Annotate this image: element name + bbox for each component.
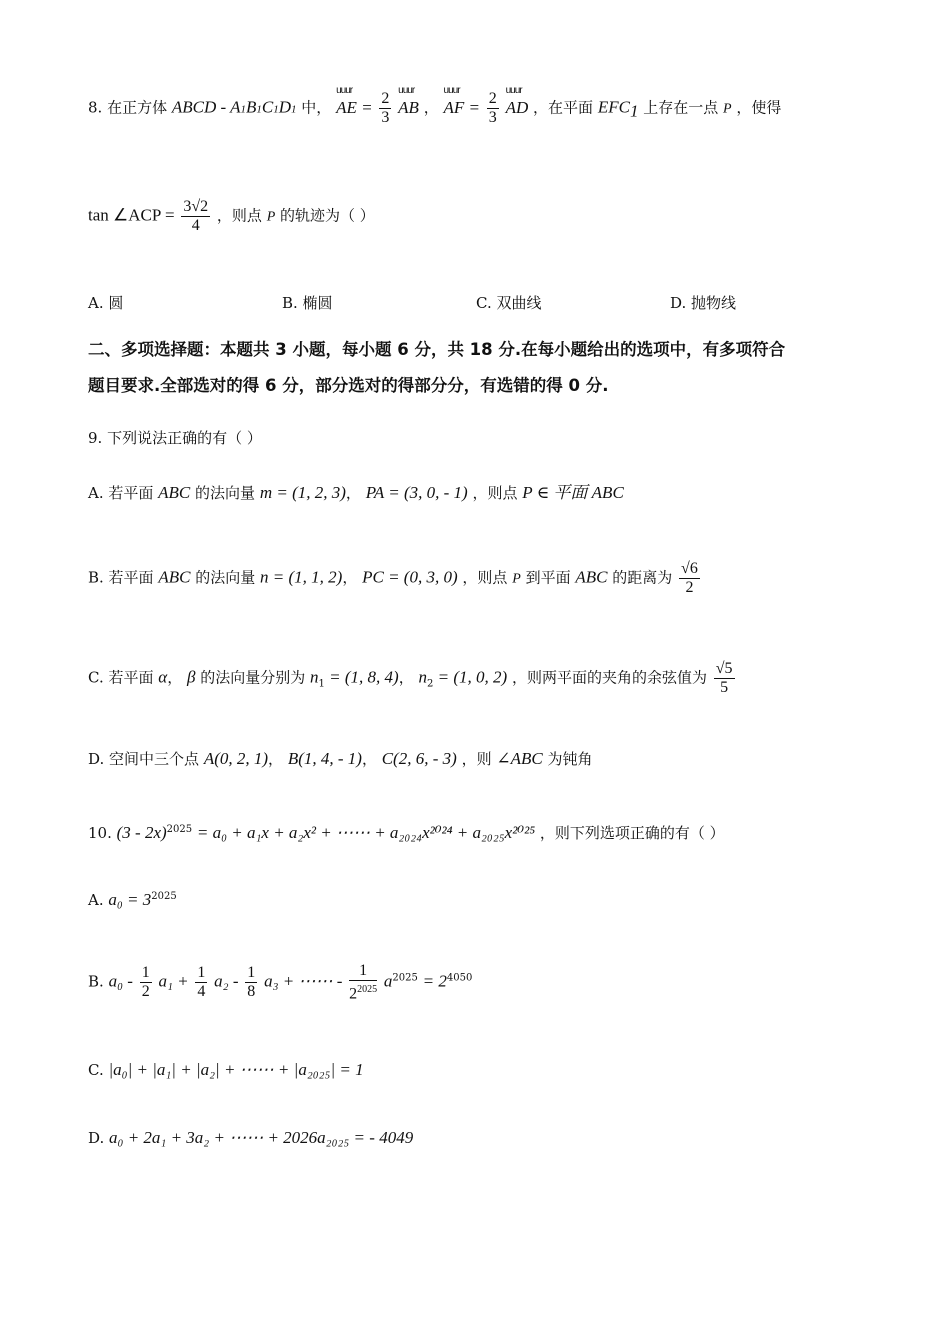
q8-ad: uuur AD: [506, 98, 529, 118]
q8-tan-frac: $\frac{3√2}{4}$: [183, 198, 209, 234]
q8-mid: 中，: [301, 98, 332, 117]
q10-stem: 10. (3 - 2x)$^{2025}$ = a₀ + a₁x + a₂x² + ⋯⋯ + a₂₀₂₄x²⁰²⁴ + a₂₀₂₅x²⁰²⁵ ，则下列选项正确的有（ ）: [88, 823, 725, 842]
q9-option-b: B. 若平面 ABC 的法向量 n = (1, 1, 2)， PC = (0, 3, 0) ，则点 P 到平面 ABC 的距离为 $\frac{√6}{2}$: [88, 560, 698, 596]
q8-ae: uuur AE =: [336, 98, 373, 118]
q8-option-c: C. 双曲线: [476, 294, 542, 312]
q9-stem: 9. 下列说法正确的有（ ）: [88, 429, 262, 447]
q8-option-a: A. 圆: [88, 294, 124, 312]
q8-frac2: $\frac{2}{3}$: [488, 90, 497, 126]
q8-prefix: 8. 在正方体: [88, 98, 168, 117]
q8-point: P: [723, 101, 732, 117]
q8-ab: uuur AB: [398, 98, 419, 118]
q9-option-c: C. 若平面 α， β 的法向量分别为 $n_1 = (1$, 8, 4)， $n_2 = (1$, 0, 2) ，则两平面的夹角的余弦值为 $\frac{√5}{5}$: [88, 660, 733, 696]
q8-cube: ABCD - A: [171, 97, 241, 117]
q9-option-d: D. 空间中三个点 A(0, 2, 1)， B(1, 4, - 1)， C(2, 6, - 3) ，则 ∠ABC 为钝角: [88, 749, 593, 768]
q8-tail2: 的轨迹为（ ）: [280, 206, 375, 225]
q8-frac1: $\frac{2}{3}$: [381, 90, 390, 126]
q9-b-vector-pc: PC = (0, 3, 0): [362, 567, 458, 587]
q10-option-a: A. $a_0 = 3^{2025}$: [88, 890, 177, 909]
q10-option-d: D. a₀ + 2a₁ + 3a₂ + ⋯⋯ + 2026a₂₀₂₅ = - 4049: [88, 1128, 414, 1147]
section2-heading: 二、多项选择题：本题共 3 小题，每小题 6 分，共 18 分.在每小题给出的选项中，有多项符合 题目要求.全部选对的得 6 分，部分选对的得部分分，有选错的得 0 分.: [88, 340, 786, 395]
q9-c-frac: $\frac{√5}{5}$: [715, 660, 733, 696]
q9-a-vector-m: m = (1, 2, 3): [259, 483, 346, 502]
q8-line2: tan ∠ACP = $\frac{3√2}{4}$ ，则点 P 的轨迹为（ ）: [88, 198, 375, 234]
q8-line1: 8. 在正方体 ABCD - A1B1C1D1 中， uuur AE = $\frac{2}{3}$ uuur AB ， uuur AF = $\frac{2}{3}$ uuur AD ，在平面 $EFC_1$ 上存在一点 P ，使得: [88, 90, 781, 127]
q10-option-b: B. a₀ - $\frac{1}{2}$ a₁ + $\frac{1}{4}$ a₂ - $\frac{1}{8}$ a₃ + ⋯⋯ - $\frac{1}{2^{2025}}$ $a^{2025} = 2^{4050}$: [88, 962, 473, 1003]
q9-option-a: A. 若平面 ABC 的法向量 m = (1, 2, 3)， PA = (3, 0, - 1) ，则点 P ∈ 平面 ABC: [88, 483, 624, 502]
q8-plane: EFC: [597, 97, 630, 117]
q8-tan: tan ∠ACP =: [88, 205, 175, 225]
q9-a-vector-pa: PA = (3, 0, - 1): [365, 483, 468, 502]
q8-af: uuur AF =: [444, 98, 481, 118]
q10-option-c: C. |a₀| + |a₁| + |a₂| + ⋯⋯ + |a₂₀₂₅| = 1: [88, 1060, 364, 1079]
q8-tail1: ，则点: [216, 206, 262, 225]
q8-such: ，使得: [736, 98, 782, 117]
q8-option-d: D. 抛物线: [670, 294, 737, 312]
q9-b-vector-n: n = (1, 1, 2): [260, 567, 343, 587]
q8-plane-text: ，在平面: [533, 98, 594, 117]
q9-b-frac: $\frac{√6}{2}$: [681, 560, 698, 596]
q8-option-b: B. 椭圆: [282, 294, 333, 312]
q8-exist: 上存在一点: [643, 98, 719, 117]
